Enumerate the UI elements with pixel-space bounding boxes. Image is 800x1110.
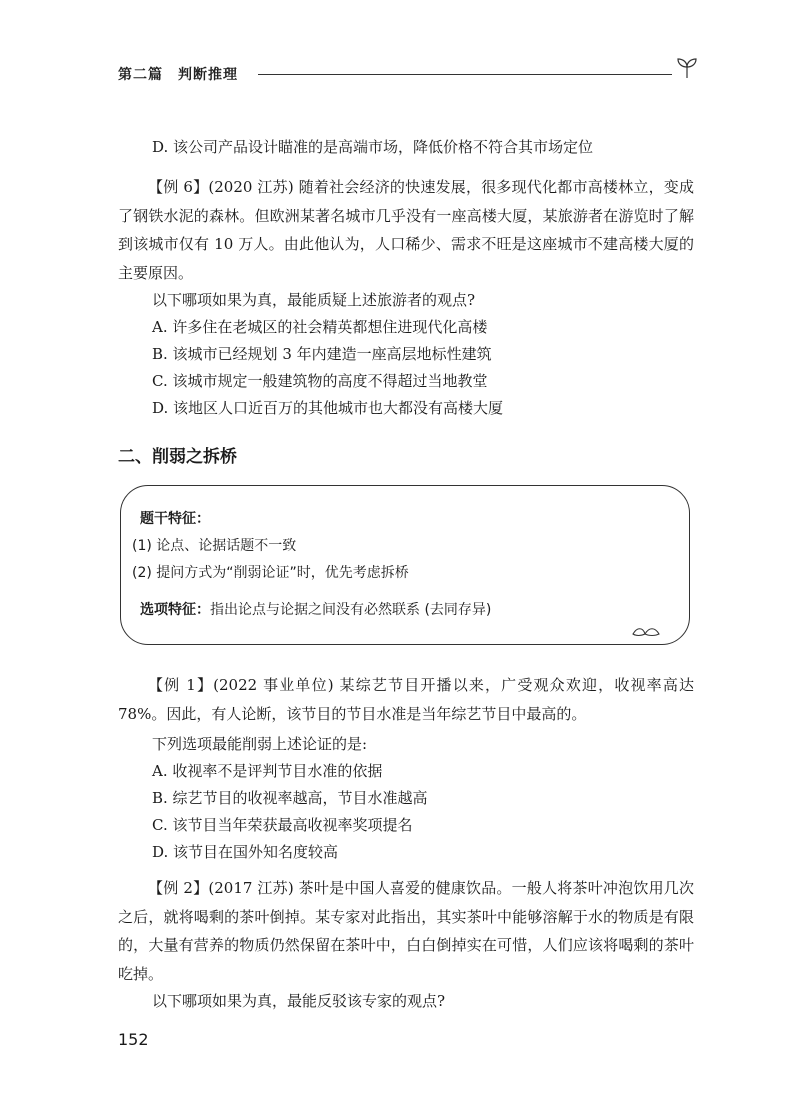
- example2-question: 以下哪项如果为真，最能反驳该专家的观点?: [152, 992, 446, 1010]
- option-feature-label: 选项特征：: [140, 602, 210, 618]
- option-d-previous: D. 该公司产品设计瞄准的是高端市场，降低价格不符合其市场定位: [152, 138, 594, 156]
- example6-option-b: B. 该城市已经规划 3 年内建造一座高层地标性建筑: [152, 345, 492, 363]
- page-number: 152: [118, 1030, 149, 1049]
- example6-option-a: A. 许多住在老城区的社会精英都想住进现代化高楼: [152, 318, 488, 336]
- example6-option-d: D. 该地区人口近百万的其他城市也大都没有高楼大厦: [152, 399, 504, 417]
- example1-option-b: B. 综艺节目的收视率越高，节目水准越高: [152, 789, 428, 807]
- option-feature-text: 指出论点与论据之间没有必然联系 (去同存异): [210, 602, 492, 618]
- example2-stem: 【例 2】(2017 江苏) 茶叶是中国人喜爱的健康饮品。一般人将茶叶冲泡饮用几次之后，就将喝剩的茶叶倒掉。某专家对此指出，其实茶叶中能够溶解于水的物质是有限的，大量有营养的物质仍然保留在茶叶中，白白倒掉实在可惜，人们应该将喝剩的茶叶吃掉。: [118, 879, 694, 983]
- leaf-icon: [631, 624, 661, 638]
- header-rule: [258, 74, 672, 75]
- example1-question: 下列选项最能削弱上述论证的是:: [152, 735, 368, 753]
- page-header: [118, 60, 700, 90]
- example1-option-c: C. 该节目当年荣获最高收视率奖项提名: [152, 816, 413, 834]
- sprout-icon: [674, 54, 700, 80]
- stem-feature-item-2: (2) 提问方式为“削弱论证”时，优先考虑拆桥: [132, 565, 409, 581]
- example6-option-c: C. 该城市规定一般建筑物的高度不得超过当地教堂: [152, 372, 488, 390]
- example1-option-a: A. 收视率不是评判节目水准的依据: [152, 762, 383, 780]
- example1-stem: 【例 1】(2022 事业单位) 某综艺节目开播以来，广受观众欢迎，收视率高达 78%。因此，有人论断，该节目的节目水准是当年综艺节目中最高的。: [118, 676, 694, 723]
- option-feature: [140, 599, 491, 619]
- stem-feature-label: 题干特征：: [140, 511, 210, 527]
- example6-stem: 【例 6】(2020 江苏) 随着社会经济的快速发展，很多现代化都市高楼林立，变成了钢铁水泥的森林。但欧洲某著名城市几乎没有一座高楼大厦，某旅游者在游览时了解到该城市仅有 10 万人。由此他认为，人口稀少、需求不旺是这座城市不建高楼大厦的主要原因。: [118, 178, 694, 282]
- stem-feature-item-1: (1) 论点、论据话题不一致: [132, 538, 297, 554]
- example1-option-d: D. 该节目在国外知名度较高: [152, 843, 339, 861]
- header-title: 第二篇 判断推理: [118, 67, 238, 83]
- example6-question: 以下哪项如果为真，最能质疑上述旅游者的观点?: [152, 291, 476, 309]
- section-title: 二、削弱之拆桥: [118, 447, 237, 467]
